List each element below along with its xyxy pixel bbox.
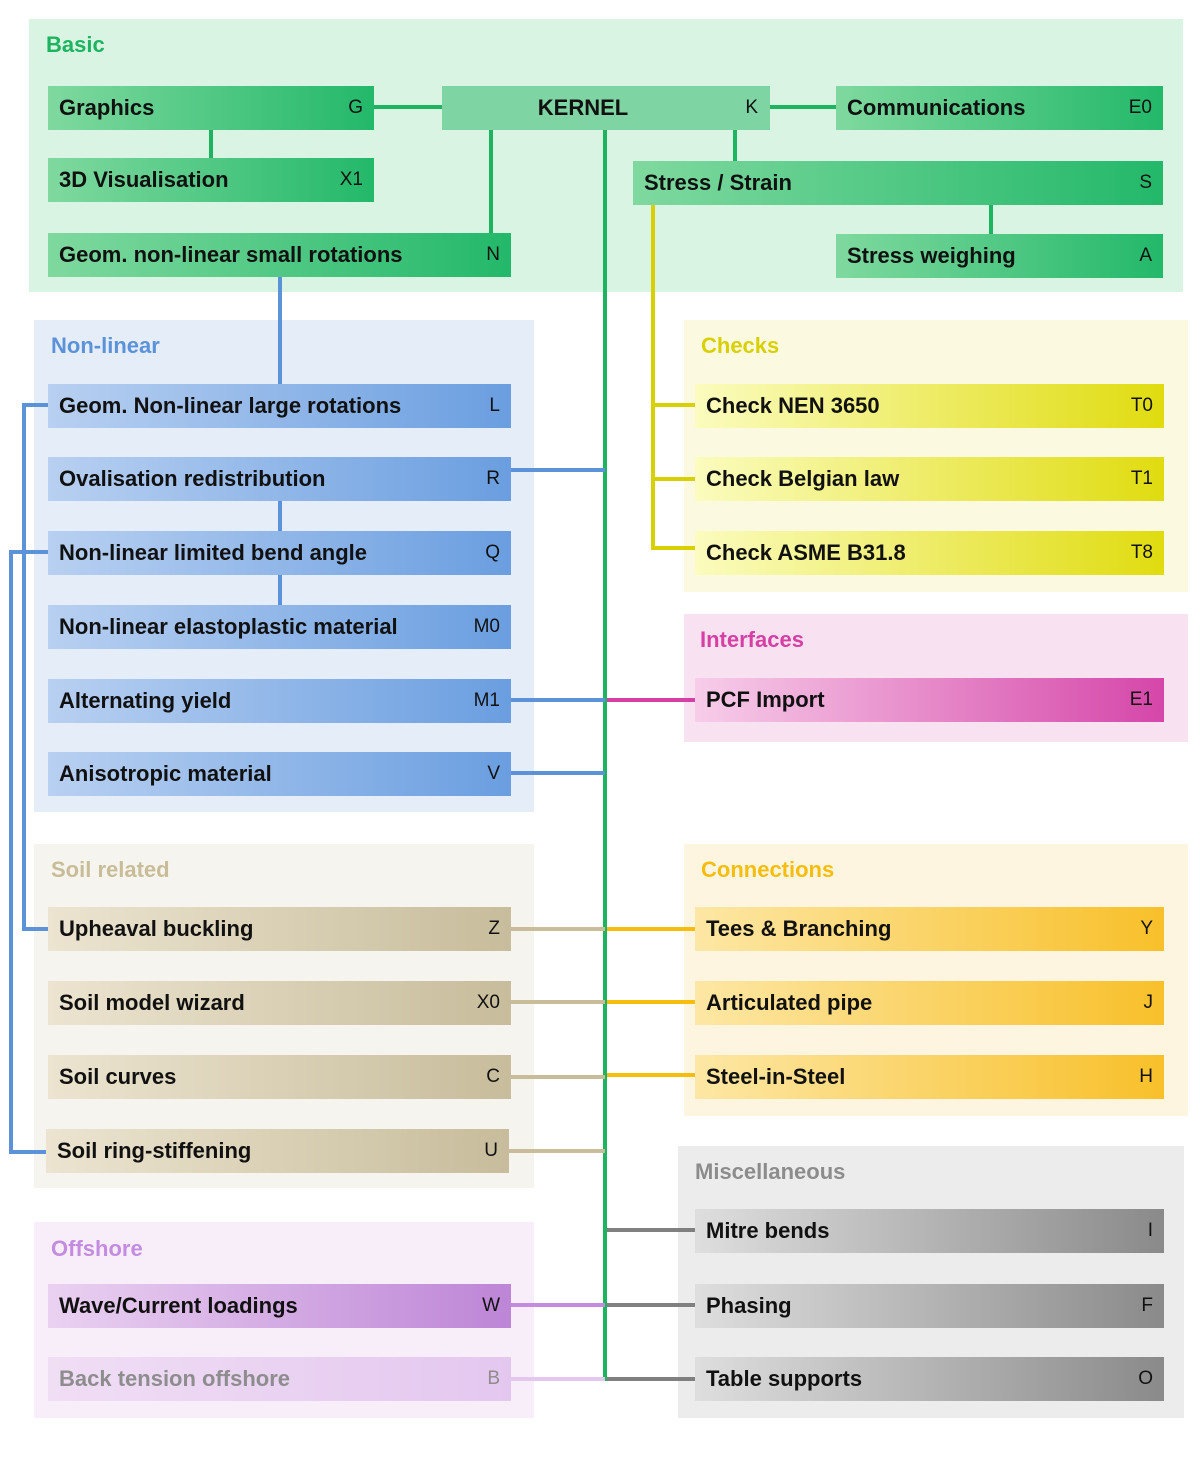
module-label: KERNEL bbox=[537, 95, 629, 120]
module-label: Non-linear limited bend angle bbox=[59, 540, 368, 565]
module-code: N bbox=[486, 244, 500, 265]
group-title-interfaces: Interfaces bbox=[700, 627, 804, 652]
module-label: Tees & Branching bbox=[706, 916, 892, 941]
module-code: F bbox=[1141, 1295, 1153, 1316]
group-title-checks: Checks bbox=[701, 333, 780, 358]
module-label: Mitre bends bbox=[706, 1218, 830, 1243]
module-code: T0 bbox=[1130, 395, 1153, 416]
module-code: K bbox=[745, 97, 758, 118]
module-stress-weighing[interactable] bbox=[836, 234, 1163, 278]
misc-connectors bbox=[607, 1230, 695, 1379]
module-steel-in-steel[interactable] bbox=[695, 1055, 1164, 1099]
module-label: Steel-in-Steel bbox=[706, 1064, 846, 1089]
module-label: Check NEN 3650 bbox=[706, 393, 880, 418]
module-label: Graphics bbox=[59, 95, 155, 120]
module-ovalisation[interactable] bbox=[48, 457, 511, 501]
module-graphics[interactable] bbox=[48, 86, 374, 130]
module-soil-model-wizard[interactable] bbox=[48, 981, 511, 1025]
module-code: G bbox=[348, 97, 363, 118]
module-code: L bbox=[489, 395, 500, 416]
group-title-nonlinear: Non-linear bbox=[51, 333, 160, 358]
module-code: U bbox=[484, 1140, 498, 1161]
module-code: X0 bbox=[476, 992, 500, 1013]
module-elastoplastic[interactable] bbox=[48, 605, 511, 649]
module-3d-visualisation[interactable] bbox=[48, 158, 374, 202]
module-label: Alternating yield bbox=[59, 688, 232, 713]
module-geom-large-rotations[interactable] bbox=[48, 384, 511, 428]
module-label: Soil model wizard bbox=[59, 990, 245, 1015]
module-code: Z bbox=[488, 918, 500, 939]
module-code: V bbox=[487, 763, 500, 784]
module-code: J bbox=[1143, 992, 1153, 1013]
connections-connectors bbox=[607, 929, 695, 1075]
soil-connectors bbox=[509, 929, 605, 1151]
module-label: 3D Visualisation bbox=[59, 167, 229, 192]
module-code: T1 bbox=[1130, 468, 1153, 489]
module-label: Geom. non-linear small rotations bbox=[59, 242, 403, 267]
module-label: Table supports bbox=[706, 1366, 863, 1391]
module-geom-small-rotations[interactable] bbox=[48, 233, 511, 277]
module-code: Y bbox=[1140, 918, 1153, 939]
basic-connectors bbox=[211, 107, 991, 1381]
module-code: X1 bbox=[339, 169, 363, 190]
module-bend-angle[interactable] bbox=[48, 531, 511, 575]
module-label: Articulated pipe bbox=[706, 990, 873, 1015]
module-label: Soil curves bbox=[59, 1064, 177, 1089]
module-communications[interactable] bbox=[836, 86, 1163, 130]
module-code: C bbox=[486, 1066, 500, 1087]
module-tees-branching[interactable] bbox=[695, 907, 1164, 951]
module-code: A bbox=[1139, 245, 1152, 266]
module-phasing[interactable] bbox=[695, 1284, 1164, 1328]
module-code: I bbox=[1147, 1220, 1153, 1241]
module-pcf-import[interactable] bbox=[695, 678, 1164, 722]
group-title-connections: Connections bbox=[701, 857, 835, 882]
module-code: M0 bbox=[473, 616, 500, 637]
checks-connectors bbox=[653, 203, 695, 550]
offshore-connectors bbox=[511, 1305, 605, 1379]
module-code: M1 bbox=[473, 690, 500, 711]
module-label: Wave/Current loadings bbox=[59, 1293, 298, 1318]
module-label: Check Belgian law bbox=[706, 466, 900, 491]
module-label: Phasing bbox=[706, 1293, 792, 1318]
module-label: Anisotropic material bbox=[59, 761, 272, 786]
module-label: Stress weighing bbox=[847, 243, 1016, 268]
module-soil-ring-stiffening[interactable] bbox=[46, 1129, 509, 1173]
module-label: Non-linear elastoplastic material bbox=[59, 614, 398, 639]
module-label: Soil ring-stiffening bbox=[57, 1138, 252, 1163]
module-code: W bbox=[482, 1295, 500, 1316]
module-code: B bbox=[487, 1368, 500, 1389]
module-label: Ovalisation redistribution bbox=[59, 466, 326, 491]
module-code: O bbox=[1138, 1368, 1153, 1389]
module-soil-curves[interactable] bbox=[48, 1055, 511, 1099]
group-title-offshore: Offshore bbox=[51, 1236, 143, 1261]
module-label: Back tension offshore bbox=[59, 1366, 291, 1391]
module-upheaval-buckling[interactable] bbox=[48, 907, 511, 951]
module-code: E0 bbox=[1128, 97, 1152, 118]
module-label: PCF Import bbox=[706, 687, 825, 712]
module-code: T8 bbox=[1130, 542, 1153, 563]
module-label: Geom. Non-linear large rotations bbox=[59, 393, 402, 418]
module-check-belgian[interactable] bbox=[695, 457, 1164, 501]
module-label: Communications bbox=[847, 95, 1026, 120]
module-kernel[interactable] bbox=[442, 86, 770, 130]
module-mitre-bends[interactable] bbox=[695, 1209, 1164, 1253]
module-articulated-pipe[interactable] bbox=[695, 981, 1164, 1025]
module-code: E1 bbox=[1129, 689, 1153, 710]
module-anisotropic[interactable] bbox=[48, 752, 511, 796]
module-code: R bbox=[486, 468, 500, 489]
module-table-supports[interactable] bbox=[695, 1357, 1164, 1401]
module-label: Upheaval buckling bbox=[59, 916, 254, 941]
module-check-nen[interactable] bbox=[695, 384, 1164, 428]
module-back-tension[interactable] bbox=[48, 1357, 511, 1401]
group-title-basic: Basic bbox=[46, 32, 105, 57]
module-alternating-yield[interactable] bbox=[48, 679, 511, 723]
module-label: Stress / Strain bbox=[644, 170, 792, 195]
module-code: Q bbox=[485, 542, 500, 563]
group-title-soil: Soil related bbox=[51, 857, 170, 882]
group-title-misc: Miscellaneous bbox=[695, 1159, 846, 1184]
module-wave-current[interactable] bbox=[48, 1284, 511, 1328]
module-check-asme[interactable] bbox=[695, 531, 1164, 575]
module-code: H bbox=[1139, 1066, 1153, 1087]
module-label: Check ASME B31.8 bbox=[706, 540, 906, 565]
module-code: S bbox=[1139, 172, 1152, 193]
module-stress-strain[interactable] bbox=[633, 161, 1163, 205]
